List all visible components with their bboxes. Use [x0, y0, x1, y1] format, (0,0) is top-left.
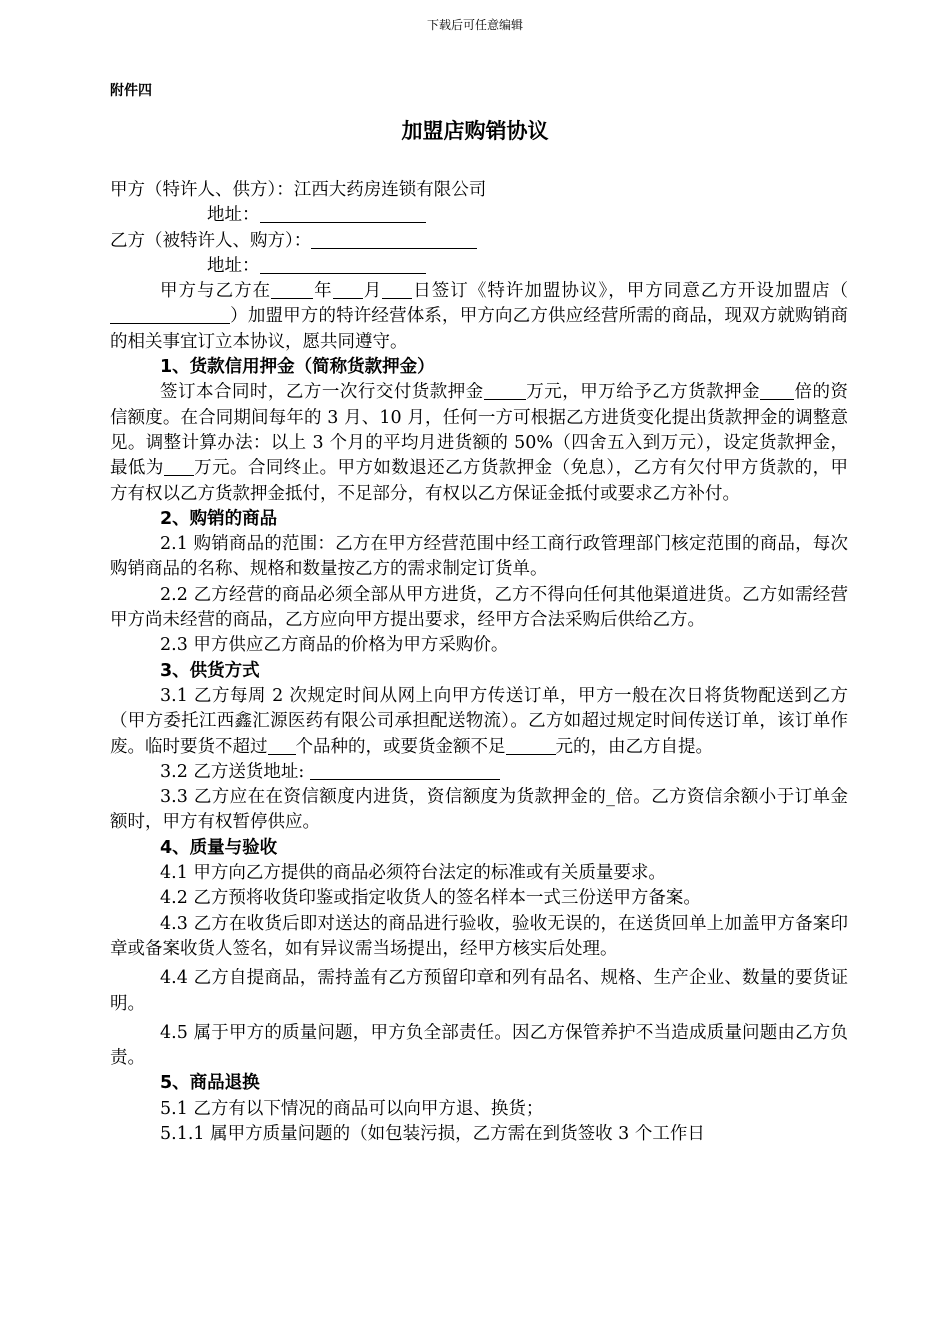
- section-heading: 5、商品退换: [160, 1073, 260, 1094]
- blank-field: [310, 761, 500, 780]
- blank-field: [760, 381, 794, 400]
- page-header: 下载后可任意编辑: [426, 18, 523, 32]
- blank-field: [164, 457, 194, 476]
- party-a: 甲方（特许人、供方）：江西大药房连锁有限公司: [110, 180, 487, 200]
- section-heading: 4、质量与验收: [160, 837, 278, 858]
- section-paragraph: 4.3 乙方在收货后即对送达的商品进行验收，验收无误的，在送货回单上加盖甲方备案印章或备案收货人签名，如有异议需当场提出，经甲方核实后处理。: [110, 913, 848, 959]
- section-paragraph: 5.1 乙方有以下情况的商品可以向甲方退、换货；: [160, 1098, 544, 1119]
- section-heading: 1、货款信用押金（简称货款押金）: [160, 357, 435, 378]
- party-a-address: 地址：: [110, 203, 848, 228]
- blank-field: [110, 305, 230, 324]
- section-heading: 3、供货方式: [160, 660, 260, 681]
- blank-field: [333, 280, 363, 299]
- blank-field: [382, 280, 412, 299]
- section-paragraph: 4.1 甲方向乙方提供的商品必须符台法定的标准或有关质量要求。: [160, 863, 666, 884]
- blank-field: [484, 381, 526, 400]
- blank-field: [268, 736, 296, 755]
- blank-field: [260, 204, 426, 223]
- section-paragraph: 3.1 乙方每周 2 次规定时间从网上向甲方传送订单，甲方一般在次日将货物配送到乙方（甲方委托江西鑫汇源医药有限公司承担配送物流）。乙方如超过规定时间传送订单，该订单作废。临时要货不超过 个品种的，或要货金额不足 元的，由乙方自提。: [110, 685, 848, 757]
- blank-field: [506, 736, 556, 755]
- party-b-address: 地址：: [110, 254, 848, 279]
- section-paragraph: 4.2 乙方预将收货印鉴或指定收货人的签名样本一式三份送甲方备案。: [160, 888, 701, 909]
- document-title: 加盟店购销协议: [401, 119, 549, 143]
- intro-paragraph: 甲方与乙方在 年 月 日签订《特许加盟协议》，甲方同意乙方开设加盟店（）加盟甲方的特许经营体系，甲方向乙方供应经营所需的商品，现双方就购销商的相关事宜订立本协议，愿共同遵守。: [110, 281, 849, 352]
- section-paragraph: 2.1 购销商品的范围：乙方在甲方经营范围中经工商行政管理部门核定范围的商品，每次购销商品的名称、规格和数量按乙方的需求制定订货单。: [110, 534, 848, 580]
- section-paragraph: 2.3 甲方供应乙方商品的价格为甲方采购价。: [160, 635, 509, 656]
- section-paragraph: 3.2 乙方送货地址:: [110, 760, 848, 785]
- party-b: 乙方（被特许人、购方）：: [110, 229, 848, 254]
- section-paragraph: 签订本合同时，乙方一次行交付货款押金 万元，甲万给予乙方货款押金 倍的资信额度。在合同期间每年的 3 月、10 月，任何一方可根据乙方进货变化提出货款押金的调整意见。调整计算办法：以上 3 个月的平均月进货额的 50%（四舍五入到万元），设定货款押金，最低为 万元。合同终止。甲方如数退还乙方货款押金（免息），乙方有欠付甲方货款的，甲方有权以乙方货款押金抵付，不足部分，有权以乙方保证金抵付或要求乙方补付。: [110, 382, 849, 504]
- blank-field: [260, 255, 426, 274]
- annex-label: 附件四: [110, 83, 152, 99]
- section-paragraph: 5.1.1 属甲方质量问题的（如包装污损，乙方需在到货签收 3 个工作日: [160, 1123, 705, 1144]
- section-paragraph: 2.2 乙方经营的商品必须全部从甲方进货，乙方不得向任何其他渠道进货。乙方如需经营甲方尚未经营的商品，乙方应向甲方提出要求，经甲方合法采购后供给乙方。: [110, 584, 848, 631]
- document-body: [110, 178, 848, 1147]
- section-heading: 2、购销的商品: [160, 508, 278, 529]
- section-paragraph: 4.5 属于甲方的质量问题，甲方负全部责任。因乙方保管养护不当造成质量问题由乙方负责。: [110, 1022, 848, 1069]
- section-paragraph: 3.3 乙方应在在资信额度内进货，资信额度为货款押金的_倍。乙方资信余额小于订单金额时，甲方有权暂停供应。: [110, 787, 848, 833]
- section-paragraph: 4.4 乙方自提商品，需持盖有乙方预留印章和列有品名、规格、生产企业、数量的要货证明。: [110, 968, 848, 1014]
- blank-field: [271, 280, 313, 299]
- blank-field: [311, 230, 477, 249]
